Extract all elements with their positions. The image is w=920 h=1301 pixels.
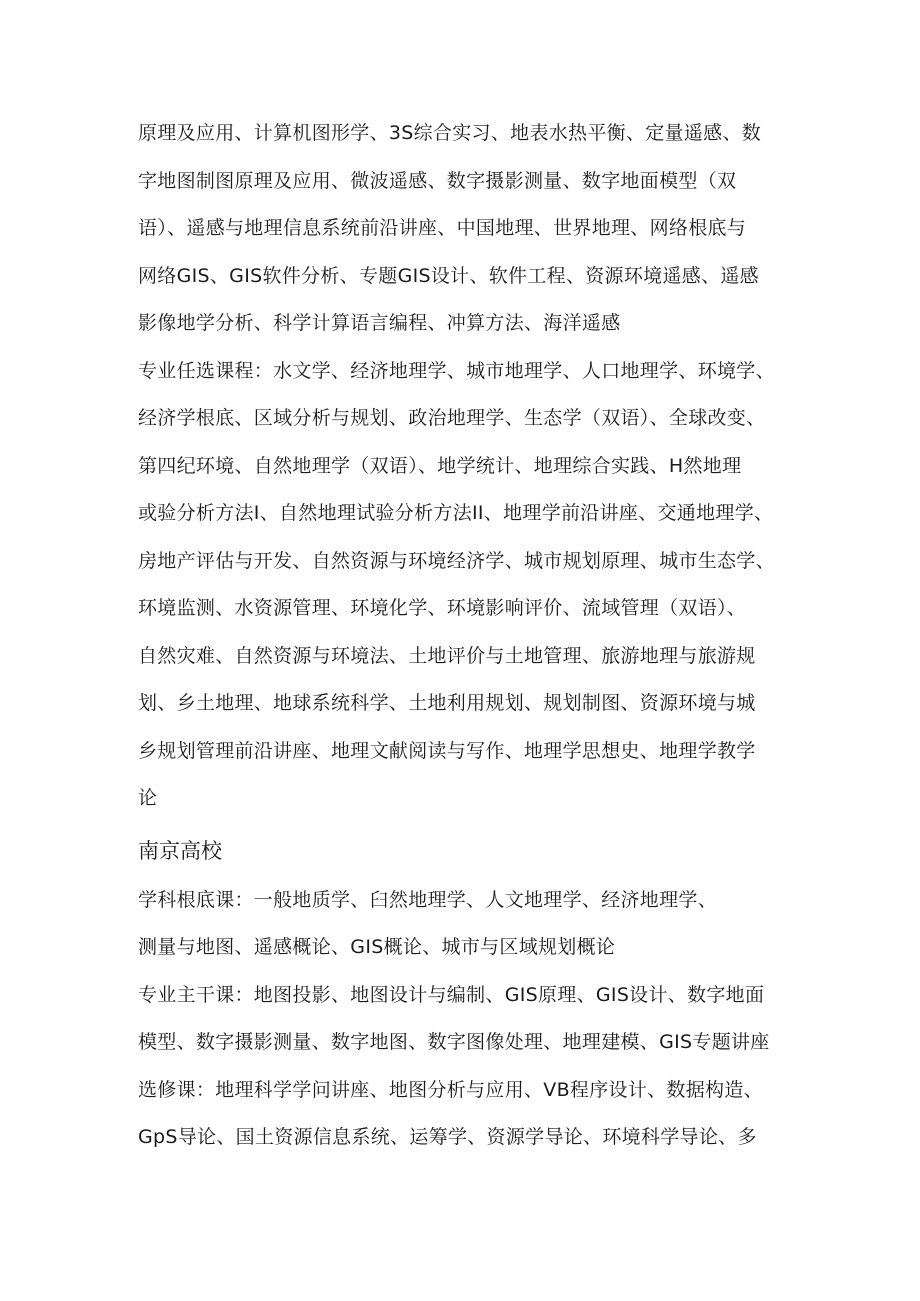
text-line: 论: [138, 787, 158, 809]
document-page: [138, 110, 798, 1162]
text-line: 原理及应用、计算机图形学、3S综合实习、地表水热平衡、定量遥感、数: [138, 122, 762, 144]
text-line: 学科根底课：一般地质学、臼然地理学、人文地理学、经济地理学、: [138, 888, 718, 911]
text-line: 测量与地图、遥感概论、GIS概论、城市与区域规划概论: [138, 936, 616, 958]
text-line: 自然灾难、自然资源与环境法、土地评价与土地管理、旅游地理与旅游规: [138, 644, 756, 667]
text-line: 专业任选课程：水文学、经济地理学、城市地理学、人口地理学、环境学、: [138, 359, 775, 382]
text-line: 语）、遥感与地理信息系统前沿讲座、中国地理、世界地理、网络根底与: [138, 217, 747, 239]
text-line: 字地图制图原理及应用、微波遥感、数字摄影测量、数字地面模型（双: [138, 169, 737, 192]
text-line: 网络GIS、GIS软件分析、专题GIS设计、软件工程、资源环境遥感、遥感: [138, 264, 759, 287]
text-line: 房地产评估与开发、自然资源与环境经济学、城市规划原理、城市生态学、: [138, 549, 775, 572]
text-line: 或验分析方法I、自然地理试验分析方法II、地理学前沿讲座、交通地理学、: [138, 502, 774, 524]
text-line: 选修课：地理科学学问讲座、地图分析与应用、VB程序设计、数据构造、: [138, 1078, 763, 1101]
text-line: 划、乡土地理、地球系统科学、土地利用规划、规划制图、资源环境与城: [138, 692, 756, 714]
text-line: 模型、数字摄影测量、数字地图、数字图像处理、地理建模、GIS专题讲座: [138, 1031, 770, 1053]
text-line: 乡规划管理前沿讲座、地理文献阅读与写作、地理学思想史、地理学教学: [138, 739, 756, 762]
section-heading: 南京高校: [138, 839, 222, 863]
text-line: 环境监测、水资源管理、环境化学、环境影响评价、流域管理（双语）、: [138, 597, 747, 619]
text-line: GpS导论、国土资源信息系统、运筹学、资源学导论、环境科学导论、多: [138, 1126, 757, 1148]
text-line: 第四纪环境、自然地理学（双语）、地学统计、地理综合实践、H然地理: [138, 454, 742, 477]
text-line: 影像地学分析、科学计算语言编程、冲算方法、海洋遥感: [138, 312, 621, 334]
text-line: 经济学根底、区域分析与规划、政治地理学、生态学（双语）、全球改变、: [138, 407, 766, 429]
text-line: 专业主干课：地图投影、地图设计与编制、GIS原理、GIS设计、数字地面: [138, 983, 765, 1006]
